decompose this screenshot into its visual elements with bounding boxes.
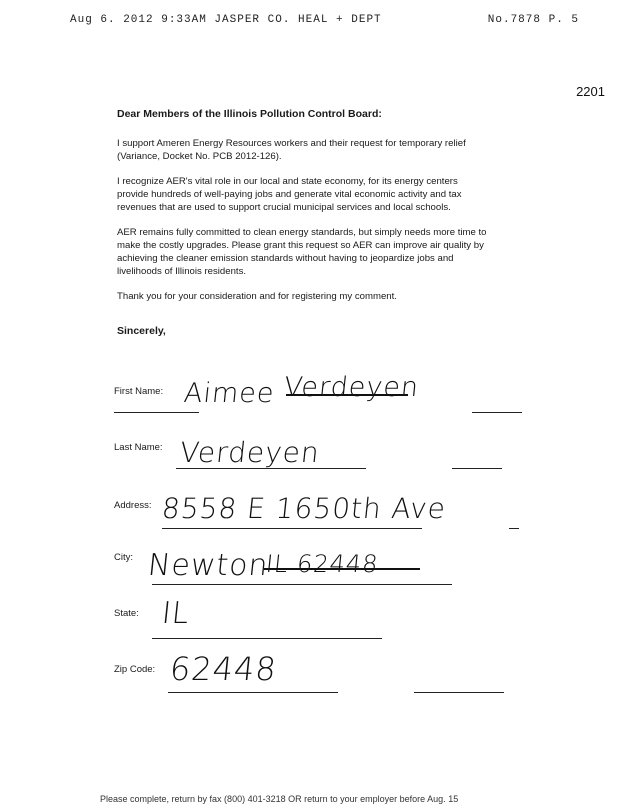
zip-code-label: Zip Code: — [114, 664, 156, 675]
underline — [509, 528, 519, 529]
page-number: 2201 — [576, 84, 605, 99]
underline — [162, 528, 422, 529]
paragraph-line: livelihoods of Illinois residents. — [117, 266, 247, 277]
address-field[interactable] — [114, 492, 554, 536]
closing: Sincerely, — [117, 325, 166, 337]
paragraph-line: provide hundreds of well-paying jobs and generate vital economic activity and tax — [117, 189, 462, 200]
paragraph-thanks — [117, 290, 557, 303]
city-value: Newton — [146, 548, 271, 583]
city-label: City: — [114, 552, 133, 563]
address-label: Address: — [114, 500, 152, 511]
address-value: 8558 E 1650th Ave — [160, 492, 448, 525]
fax-header — [70, 14, 579, 30]
strikethrough-line — [264, 568, 420, 570]
paragraph-line: (Variance, Docket No. PCB 2012-126). — [117, 151, 282, 162]
paragraph-line: achieving the cleaner emission standards without having to jeopardize jobs and — [117, 253, 454, 264]
underline — [152, 584, 452, 585]
underline — [472, 412, 522, 413]
letter-body — [117, 108, 557, 349]
zip-code-value: 62448 — [168, 650, 279, 688]
first-name-struck-value: Verdeyen — [282, 372, 421, 403]
underline — [414, 692, 504, 693]
footer-instructions: Please complete, return by fax (800) 401-3218 OR return to your employer before Aug. 15 — [100, 794, 459, 804]
fax-header-page: No.7878 P. 5 — [487, 14, 579, 26]
underline — [452, 468, 502, 469]
city-field[interactable] — [114, 548, 554, 588]
paragraph-line: revenues that are used to support crucial municipal services and local schools. — [117, 202, 451, 213]
paragraph-line: Thank you for your consideration and for registering my comment. — [117, 291, 397, 302]
city-struck-value: IL 62448 — [264, 550, 380, 578]
paragraph-role — [117, 175, 557, 214]
underline — [176, 468, 366, 469]
underline — [152, 638, 382, 639]
paragraph-commitment — [117, 226, 557, 278]
first-name-value: Aimee — [182, 378, 277, 409]
zip-code-field[interactable] — [114, 650, 554, 694]
salutation: Dear Members of the Illinois Pollution Control Board: — [117, 108, 382, 120]
paragraph-line: I recognize AER's vital role in our local and state economy, for its energy centers — [117, 176, 458, 187]
paragraph-support — [117, 137, 557, 163]
underline — [168, 692, 338, 693]
underline — [114, 412, 199, 413]
state-label: State: — [114, 608, 139, 619]
state-field[interactable] — [114, 596, 554, 644]
first-name-field[interactable] — [114, 372, 554, 418]
last-name-label: Last Name: — [114, 442, 163, 453]
last-name-field[interactable] — [114, 438, 554, 478]
paragraph-line: I support Ameren Energy Resources workers and their request for temporary relief — [117, 138, 466, 149]
strikethrough-line — [286, 394, 408, 396]
first-name-label: First Name: — [114, 386, 164, 397]
paragraph-line: make the costly upgrades. Please grant this request so AER can improve air quality by — [117, 240, 484, 251]
last-name-value: Verdeyen — [178, 436, 322, 469]
state-value: IL — [160, 596, 192, 631]
paragraph-line: AER remains fully committed to clean energy standards, but simply needs more time to — [117, 227, 487, 238]
fax-header-sender: Aug 6. 2012 9:33AM JASPER CO. HEAL + DEPT — [70, 14, 382, 26]
